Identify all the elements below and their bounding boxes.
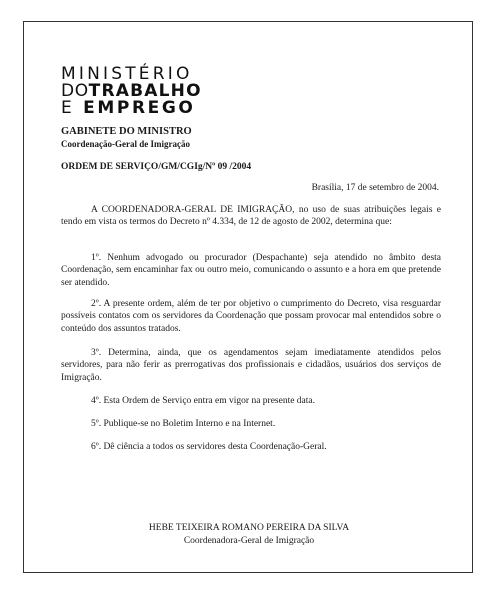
document-page [23,21,473,573]
logo-line-3-bold: EMPREGO [83,98,196,118]
document-title: ORDEM DE SERVIÇO/GM/CGIg/Nº 09 /2004 [61,162,252,172]
logo-line-3-prefix: E [61,98,75,118]
logo-line-2-prefix: DO [61,81,89,101]
paragraph-intro: A COORDENADORA-GERAL DE IMIGRAÇÃO, no uso de suas atribuições legais e tendo em vista os termos do Decreto nº 4.334, de 12 de agosto de 2002, determina que: [61,205,441,228]
coordenacao-subheading: Coordenação-Geral de Imigração [61,139,190,149]
paragraph-3: 3º. Determina, ainda, que os agendamentos sejam imediatamente atendidos pelos servidores, para não ferir as prerrogativas dos profissionais e cidadãos, usuários dos serviços de Imigração. [61,348,441,383]
date-line: Brasília, 17 de setembro de 2004. [311,183,439,193]
ministry-logo [61,66,202,117]
paragraph-5: 5º. Publique-se no Boletim Interno e na Internet. [91,419,276,429]
logo-line-1: MINISTÉRIO [61,64,193,84]
logo-line-2-bold: TRABALHO [88,81,202,101]
signature-role: Coordenadora-Geral de Imigração [183,536,315,546]
paragraph-1: 1º. Nenhum advogado ou procurador (Despachante) seja atendido no âmbito desta Coordenação, sem encaminhar fax ou outro meio, comunicando o assunto e a hora em que pretende ser atendido. [61,253,441,288]
paragraph-4: 4º. Esta Ordem de Serviço entra em vigor na presente data. [91,396,316,406]
paragraph-2: 2º. A presente ordem, além de ter por objetivo o cumprimento do Decreto, visa resguardar possíveis contatos com os servidores da Coordenação que possam provocar mal entendidos sobre o conteúdo dos assuntos tratados. [61,299,441,334]
gabinete-heading: GABINETE DO MINISTRO [61,126,192,137]
logo-line-3 [61,100,202,117]
signature-name: HEBE TEIXEIRA ROMANO PEREIRA DA SILVA [148,523,350,533]
paragraph-6: 6º. Dê ciência a todos os servidores desta Coordenação-Geral. [91,442,327,452]
